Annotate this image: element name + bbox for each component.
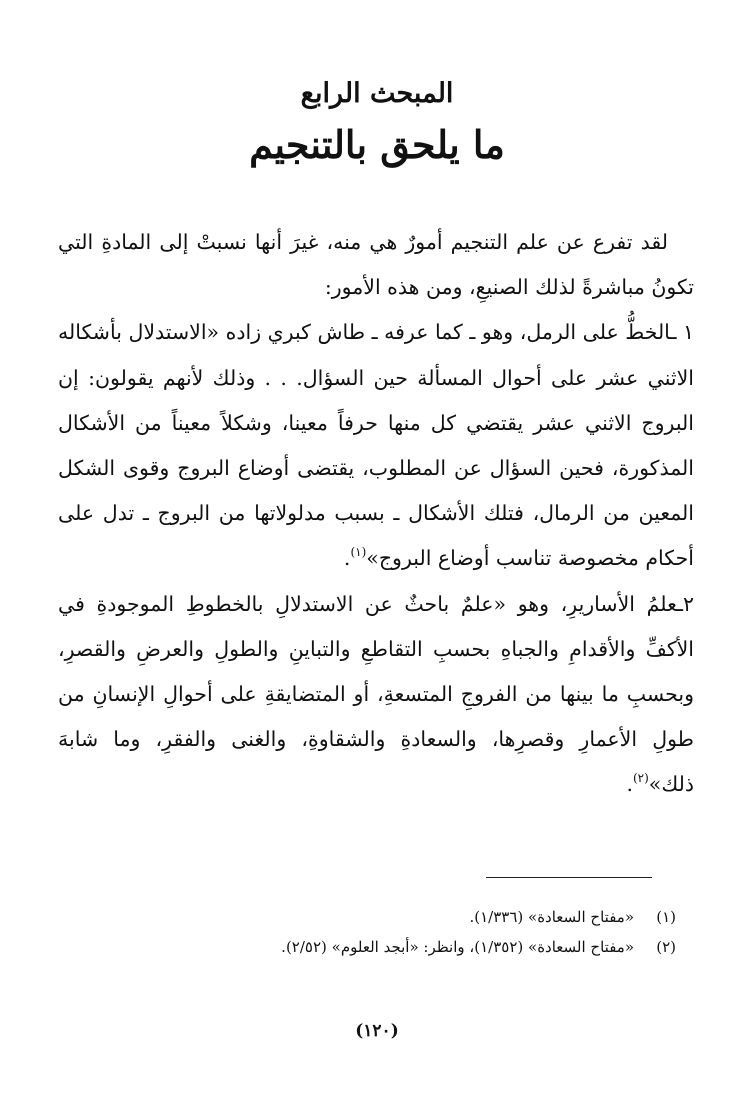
section-title: ما يلحق بالتنجيم	[249, 122, 505, 167]
footnotes	[80, 902, 676, 962]
footnote-divider	[486, 877, 652, 878]
list-item-1	[58, 310, 694, 581]
section-subtitle: المبحث الرابع	[300, 78, 454, 109]
item-number: ١ ـ	[670, 320, 694, 345]
item-text: الخطُّ على الرمل، وهو ـ كما عرفه ـ طاش كبري زاده «الاستدلال بأشكاله الاثني عشر على أحوال المسألة حين السؤال. . . وذلك لأنهم يقولون: إن البروج الاثني عشر يقتضي كل منها حرفاً معينا، وشكلاً معيناً من الأشكال المذكورة، فحين السؤال عن المطلوب، يقتضى أوضاع البروج وقوى الشكل المعين من الرمال، فتلك الأشكال ـ بسبب مدلولاتها من البروج ـ تدل على أحكام مخصوصة تناسب أوضاع البروج»	[58, 320, 694, 571]
footnote-text: «مفتاح السعادة» (١/٣٥٢)، وانظر: «أبجد العلوم» (٢/٥٢).	[281, 938, 634, 956]
page-number: (١٢٠)	[355, 1021, 399, 1041]
list-item-2	[58, 582, 694, 808]
item-end: .	[626, 772, 633, 797]
footnote-2	[80, 932, 676, 962]
footnote-text: «مفتاح السعادة» (١/٣٣٦).	[469, 908, 634, 926]
footnote-number: (٢)	[656, 938, 676, 956]
intro-paragraph: لقد تفرع عن علم التنجيم أمورٌ هي منه، غيرَ أنها نسبتْ إلى المادةِ التي تكونُ مباشرةً لذلك الصنيعِ، ومن هذه الأمور:	[58, 230, 694, 300]
footnote-1	[80, 902, 676, 932]
footnote-ref: (١)	[350, 545, 367, 560]
item-end: .	[343, 546, 351, 571]
item-text: علمُ الأساريرِ، وهو «علمٌ باحثٌ عن الاستدلالِ بالخطوطِ الموجودةِ في الأكفِّ والأقدامِ والجباهِ بحسبِ التقاطعِ والتباينِ والطولِ والعرضِ والقصرِ، وبحسبِ ما بينها من الفروجِ المتسعةِ، أو المتضايقةِ على أحوالِ الإنسانِ من طولِ الأعمارِ وقصرِها، والسعادةِ والشقاوةِ، والغنى والفقرِ، وما شابهَ ذلك»	[58, 591, 694, 797]
footnote-ref: (٢)	[632, 771, 649, 786]
item-number: ٢ـ	[676, 591, 694, 616]
main-text	[58, 220, 694, 808]
footnote-number: (١)	[656, 908, 676, 926]
